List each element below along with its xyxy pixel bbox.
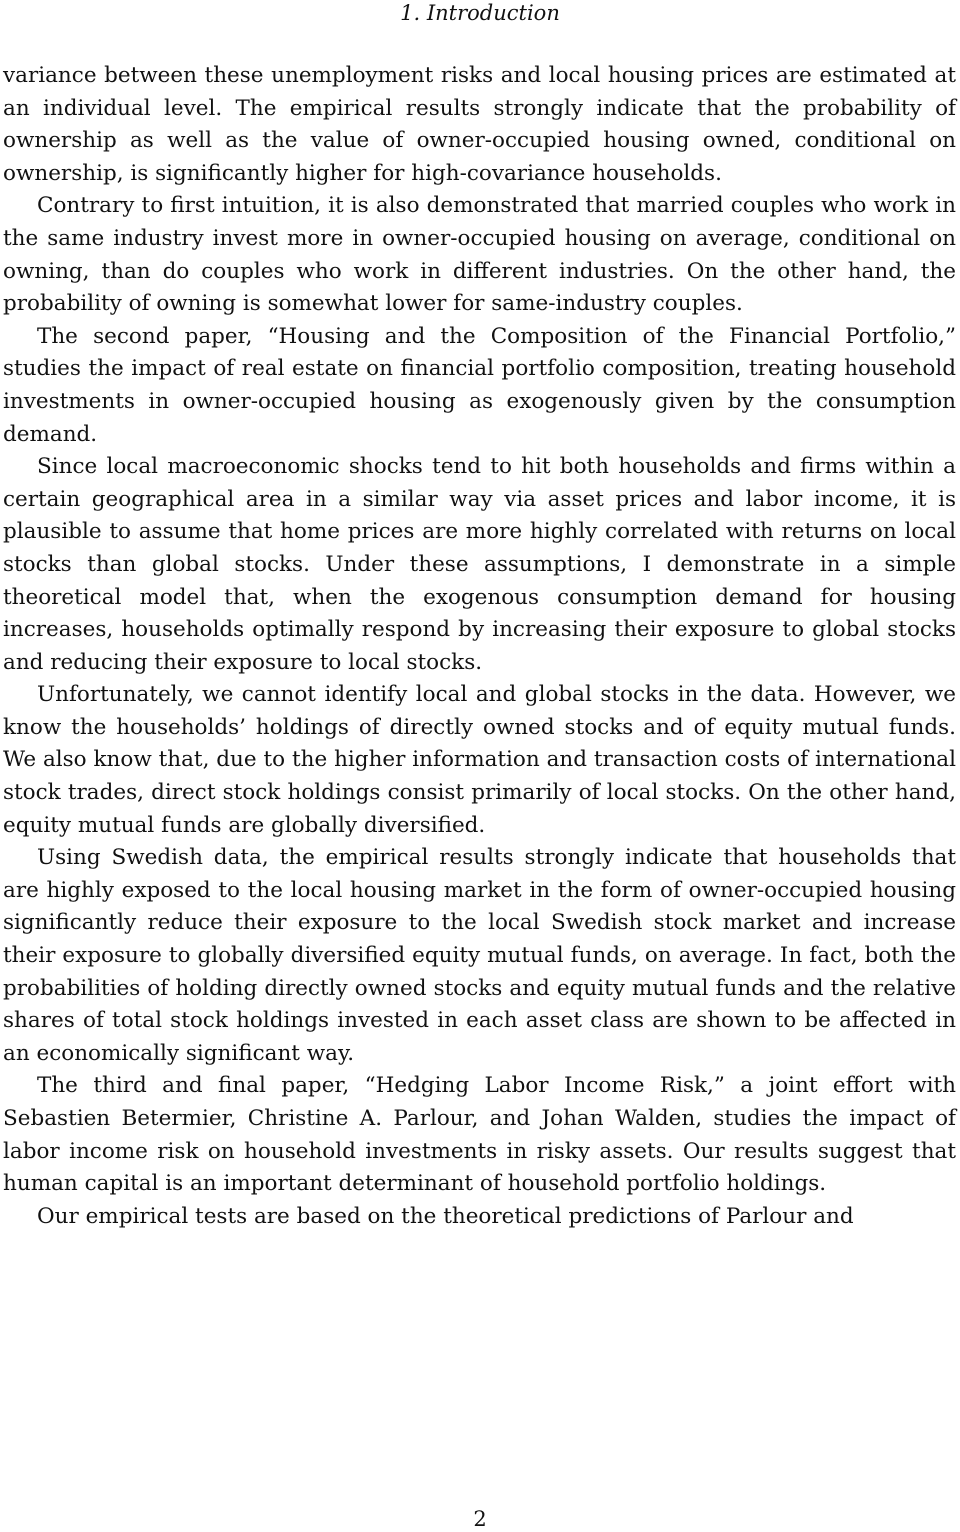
paragraph-continuation: variance between these unemployment risks and local housing prices are estimated at an individual level. The empirical results strongly indicate that the probability of ownership as well as the value of owner-occupied housing owned, conditional on ownership, is significantly higher for high-covariance households. <box>3 63 956 186</box>
paragraph-married-couples: Contrary to first intuition, it is also demonstrated that married couples who work in the same industry invest more in owner-occupied housing on average, conditional on owning, than do couples who work in different industries. On the other hand, the probability of owning is somewhat lower for same-industry couples. <box>3 193 956 317</box>
body-text <box>3 60 956 1233</box>
paragraph-swedish-data: Using Swedish data, the empirical results strongly indicate that households that are highly exposed to the local housing market in the form of owner-occupied housing significantly reduce their exposure to the local Swedish stock market and increase their exposure to globally diversified equity mutual funds, on average. In fact, both the probabilities of holding directly owned stocks and equity mutual funds and the relative shares of total stock holdings invested in each asset class are shown to be affected in an economically significant way. <box>3 845 956 1066</box>
paragraph-data-identification: Unfortunately, we cannot identify local and global stocks in the data. However, we know the households’ holdings of directly owned stocks and of equity mutual funds. We also know that, due to the higher information and transaction costs of international stock trades, direct stock holdings consist primarily of local stocks. On the other hand, equity mutual funds are globally diversified. <box>3 682 956 838</box>
paragraph-second-paper: The second paper, “Housing and the Composition of the Financial Portfolio,” studies the impact of real estate on financial portfolio composition, treating household investments in owner-occupied housing as exogenously given by the consumption demand. <box>3 323 956 447</box>
paragraph-third-paper: The third and final paper, “Hedging Labor Income Risk,” a joint effort with Sebastien Betermier, Christine A. Parlour, and Johan Walden, studies the impact of labor income risk on household investments in risky assets. Our results suggest that human capital is an important determinant of household portfolio holdings. <box>3 1073 956 1197</box>
paragraph-local-shocks: Since local macroeconomic shocks tend to hit both households and firms within a certain geographical area in a similar way via asset prices and labor income, it is plausible to assume that home prices are more highly correlated with returns on local stocks than global stocks. Under these assumptions, I demonstrate in a simple theoretical model that, when the exogenous consumption demand for housing increases, households optimally respond by increasing their exposure to global stocks and reducing their exposure to local stocks. <box>3 454 956 675</box>
page-number: 2 <box>473 1507 487 1531</box>
paragraph-empirical-tests: Our empirical tests are based on the theoretical predictions of Parlour and <box>37 1203 854 1229</box>
running-header: 1. Introduction <box>400 1 560 25</box>
